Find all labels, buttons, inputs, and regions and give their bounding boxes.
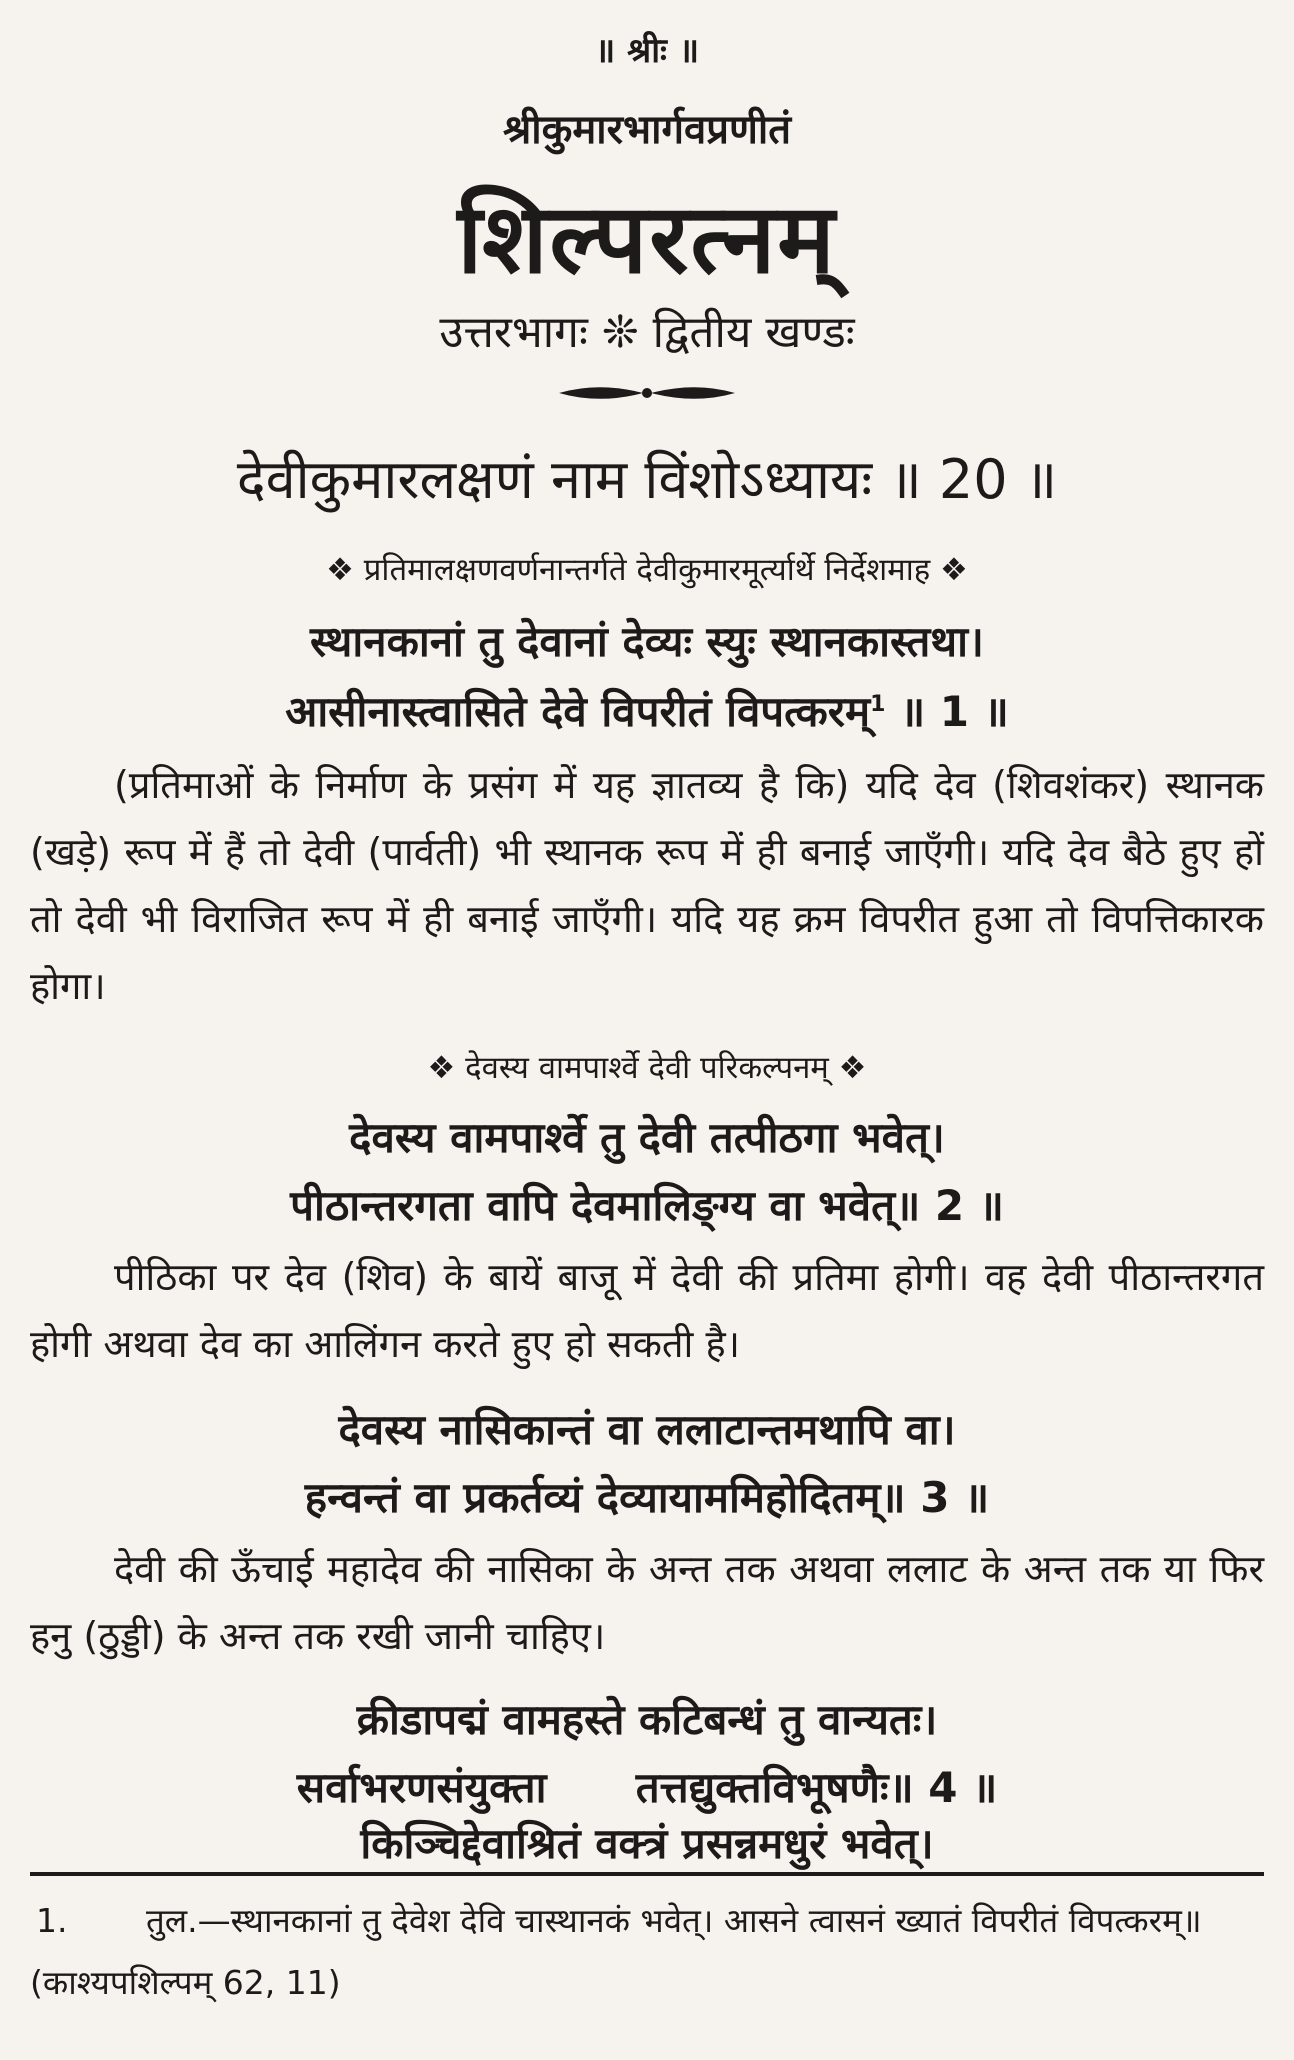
ornament-divider	[0, 378, 1294, 412]
footnote-text: तुल.—स्थानकानां तु देवेश देवि चास्थानकं भवेत्। आसने त्वासनं ख्यातं विपरीतं विपत्करम्॥ (काश्यपशिल्पम् 62, 11)	[30, 1901, 1202, 2002]
chapter-heading: देवीकुमारलक्षणं नाम विंशोऽध्यायः ॥ 20 ॥	[236, 448, 1058, 511]
verse-line: क्रीडापद्मं वामहस्ते कटिबन्धं तु वान्यतः।	[356, 1695, 938, 1744]
verse-line: पीठान्तरगता वापि देवमालिङ्ग्य वा भवेत्॥ 2 ॥	[290, 1181, 1004, 1230]
ornament-divider-icon	[557, 378, 737, 408]
verse-line: स्थानकानां तु देवानां देव्यः स्युः स्थानकास्तथा।	[310, 617, 984, 666]
footnote	[30, 1890, 1264, 2014]
footnote-divider	[30, 1872, 1264, 1876]
footnote-marker: 1	[870, 692, 886, 717]
verse-line: किञ्चिद्देवाश्रितं वक्त्रं प्रसन्नमधुरं भवेत्।	[360, 1819, 934, 1868]
verse-number: ॥ 1 ॥	[900, 687, 1009, 736]
verse-line	[0, 1758, 1294, 1815]
verse-line	[0, 682, 1294, 739]
verse-line-text: आसीनास्त्वासिते देवे विपरीतं विपत्करम्	[285, 687, 871, 736]
verse-line: हन्वन्तं वा प्रकर्तव्यं देव्यायाममिहोदितम्॥ 3 ॥	[304, 1473, 990, 1522]
section-topic: ❖ प्रतिमालक्षणवर्णनान्तर्गते देवीकुमारमूर्त्यार्थे निर्देशमाह ❖	[326, 552, 968, 588]
verse-line-text: सर्वाभरणसंयुक्ता	[296, 1763, 547, 1812]
translation-paragraph: (प्रतिमाओं के निर्माण के प्रसंग में यह ज्ञातव्य है कि) यदि देव (शिवशंकर) स्थानक (खड़े) रूप में हैं तो देवी (पार्वती) भी स्थानक रूप में ही बनाई जाएँगी। यदि देव बैठे हुए हों तो देवी भी विराजित रूप में ही बनाई जाएँगी। यदि यह क्रम विपरीत हुआ तो विपत्तिकारक होगा।	[30, 763, 1264, 1008]
part-heading: उत्तरभागः ❊ द्वितीय खण्डः	[439, 307, 855, 358]
verse-line: देवस्य वामपार्श्वे तु देवी तत्पीठगा भवेत्।	[349, 1113, 945, 1162]
translation-paragraph: पीठिका पर देव (शिव) के बायें बाजू में देवी की प्रतिमा होगी। वह देवी पीठान्तरगत होगी अथवा देव का आलिंगन करते हुए हो सकती है।	[30, 1255, 1264, 1366]
author-line: श्रीकुमारभार्गवप्रणीतं	[502, 107, 792, 153]
verse-line-text: तत्तद्युक्तविभूषणैः॥ 4 ॥	[635, 1763, 998, 1812]
verse-line: देवस्य नासिकान्तं वा ललाटान्तमथापि वा।	[338, 1405, 956, 1454]
translation-paragraph: देवी की ऊँचाई महादेव की नासिका के अन्त तक अथवा ललाट के अन्त तक या फिर हनु (ठुड्डी) के अन्त तक रखी जानी चाहिए।	[30, 1547, 1264, 1658]
footnote-number: 1.	[36, 1901, 68, 1940]
book-title: शिल्परत्नम्	[457, 183, 837, 295]
invocation: ॥ श्रीः ॥	[594, 31, 700, 71]
section-topic: ❖ देवस्य वामपार्श्वे देवी परिकल्पनम् ❖	[427, 1050, 867, 1086]
